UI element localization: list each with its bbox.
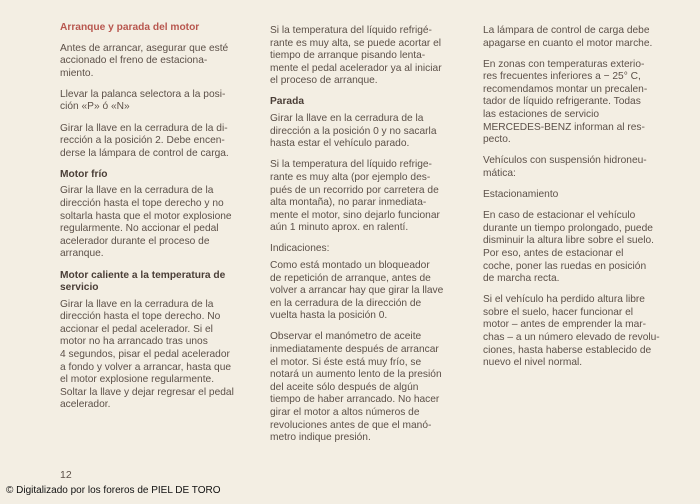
footer-credit: © Digitalizado por los foreros de PIEL DE TORO xyxy=(6,485,221,496)
paragraph: Como está montado un bloqueador de repetición de arranque, antes de volver a arrancar hay que girar la llave en la cerradura de la dirección de vuelta hasta la posición 0. xyxy=(270,260,444,322)
subheading-motor-caliente: Motor caliente a la temperatura de servicio xyxy=(60,269,226,294)
paragraph: Girar la llave en la cerradura de la di- rección a la posición 2. Debe encen- derse la lámpara de control de carga. xyxy=(60,122,229,159)
column-left xyxy=(60,22,260,421)
estacionamiento-label: Estacionamiento xyxy=(483,189,559,201)
paragraph: Observar el manómetro de aceite inmediatamente después de arrancar el motor. Si éste está muy frío, se notará un aumento lento de la presión del aceite sólo después de algún tiempo de haber arrancado. No hacer girar el motor a altos números de revoluciones antes de que el manó- metro indique presión. xyxy=(270,331,442,444)
paragraph: Llevar la palanca selectora a la posi- ción «P» ó «N» xyxy=(60,88,226,113)
column-right xyxy=(483,25,683,378)
paragraph: Girar la llave en la cerradura de la dirección a la posición 0 y no sacarla hasta estar el vehículo parado. xyxy=(270,113,437,150)
section-heading-arranque: Arranque y parada del motor xyxy=(60,22,200,33)
indicaciones-label: Indicaciones: xyxy=(270,243,330,255)
paragraph: En zonas con temperaturas exterio- res frecuentes inferiores a − 25° C, recomendamos montar un precalen- tador de líquido refrigerante. Todas las estaciones de servicio MERCEDES-BENZ informan al res- pecto. xyxy=(483,58,648,146)
paragraph-vehiculos: Vehículos con suspensión hidroneu- mática: xyxy=(483,155,647,179)
paragraph: Antes de arrancar, asegurar que esté accionado el freno de estaciona- miento. xyxy=(60,42,229,79)
column-middle xyxy=(270,25,470,453)
page-number: 12 xyxy=(60,469,72,481)
paragraph: Si la temperatura del líquido refrige- rante es muy alta (por ejemplo des- pués de un recorrido por carretera de alta montaña), no parar inmediata- mente el motor, sino dejarlo funcionar aún 1 minuto aprox. en ralentí. xyxy=(270,159,440,234)
paragraph: La lámpara de control de carga debe apagarse en cuanto el motor marche. xyxy=(483,25,653,49)
paragraph: Si la temperatura del líquido refrigé- rante es muy alta, se puede acortar el tiempo de arranque pisando lenta- mente el pedal acelerador ya al iniciar el proceso de arranque. xyxy=(270,25,442,87)
paragraph: En caso de estacionar el vehículo durante un tiempo prolongado, puede disminuir la altura libre sobre el suelo. Por eso, antes de estacionar el coche, poner las ruedas en posición de marcha recta. xyxy=(483,210,655,285)
subheading-parada: Parada xyxy=(270,96,304,108)
paragraph: Si el vehículo ha perdido altura libre sobre el suelo, hacer funcionar el motor – antes de emprender la mar- chas – a un número elevado de revolu- ciones, hasta haberse establecido de nuevo el nivel normal. xyxy=(483,294,660,369)
subheading-motor-frio: Motor frío xyxy=(60,168,108,180)
paragraph: Girar la llave en la cerradura de la dirección hasta el tope derecho. No accionar el pedal acelerador. Si el motor no ha arrancado tras unos 4 segundos, pisar el pedal acelerador a fondo y volver a arrancar, hasta que el motor explosione regularmente. Soltar la llave y dejar regresar el pedal acelerador. xyxy=(60,298,234,411)
paragraph: Girar la llave en la cerradura de la dirección hasta el tope derecho y no soltarla hasta que el motor explosione regularmente. No accionar el pedal acelerador durante el proceso de arranque. xyxy=(60,185,232,260)
